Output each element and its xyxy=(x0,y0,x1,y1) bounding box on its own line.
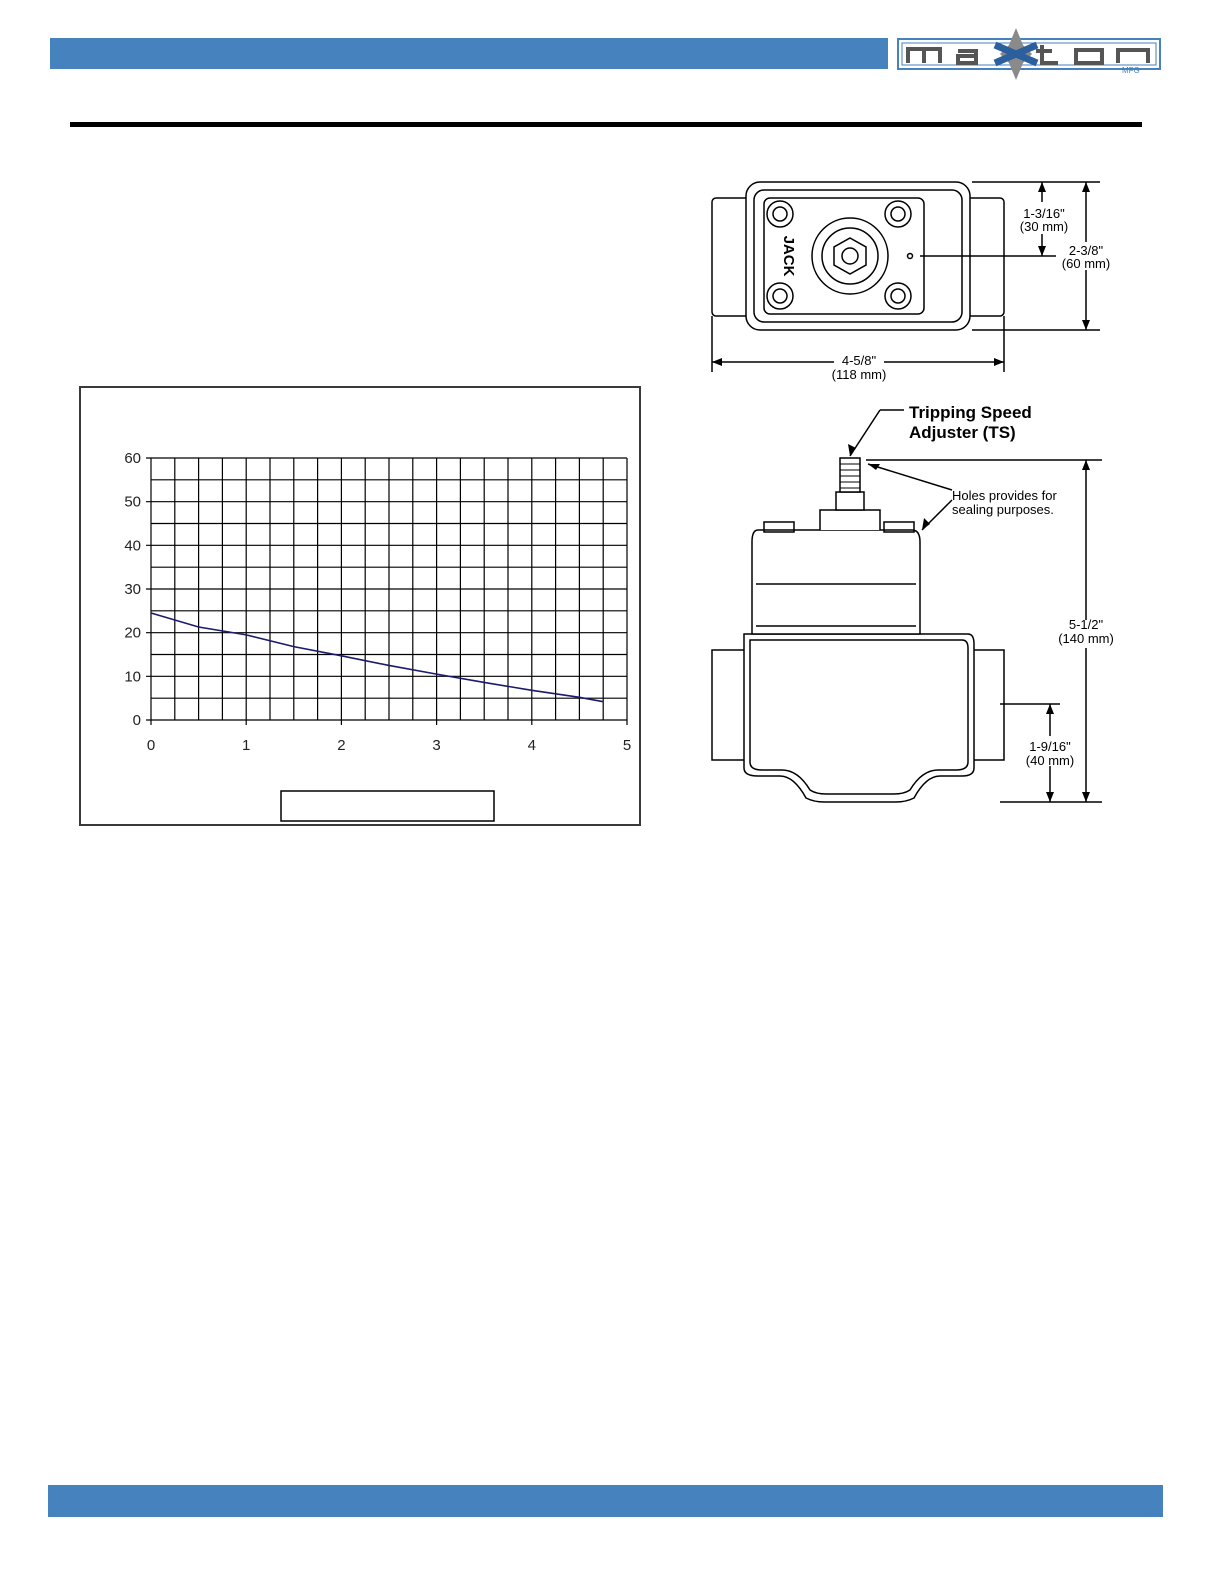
speed-chart xyxy=(79,386,641,826)
side-view-housing xyxy=(752,530,920,634)
dim-width: 4-5/8" xyxy=(841,353,877,368)
y-tick-label: 0 xyxy=(132,712,141,729)
dim-height: 2-3/8" xyxy=(1068,243,1104,258)
callout-holes-line1: Holes provides for xyxy=(952,488,1057,503)
maxton-logo xyxy=(896,25,1164,83)
dim-height-mm: (60 mm) xyxy=(1061,256,1111,271)
title-rule xyxy=(70,122,1142,127)
dim-total: 5-1/2" xyxy=(1068,617,1104,632)
callout-ts-line1: Tripping Speed xyxy=(909,403,1032,422)
y-tick-label: 50 xyxy=(124,493,141,511)
y-tick-label: 40 xyxy=(124,537,141,555)
logo-subtext: MFG xyxy=(1122,66,1140,75)
y-tick-label: 20 xyxy=(124,624,141,642)
dim-total-mm: (140 mm) xyxy=(1058,631,1114,646)
legend-box xyxy=(281,791,494,821)
callout-holes-line2: sealing purposes. xyxy=(952,502,1054,517)
y-tick-label: 10 xyxy=(124,668,141,686)
header-bar xyxy=(50,38,888,69)
speed-chart-svg xyxy=(81,388,639,824)
callout-ts-line2: Adjuster (TS) xyxy=(909,423,1016,442)
side-view-body xyxy=(744,634,974,802)
governor-drawing xyxy=(700,170,1130,810)
x-tick-label: 2 xyxy=(337,737,346,754)
dim-offset-mm: (30 mm) xyxy=(1019,219,1069,234)
dim-offset: 1-3/16" xyxy=(1023,206,1065,221)
x-tick-label: 0 xyxy=(146,737,156,754)
x-tick-label: 3 xyxy=(432,737,441,754)
series-line xyxy=(151,613,603,702)
y-tick-label: 30 xyxy=(124,581,141,598)
x-tick-label: 5 xyxy=(622,737,632,754)
dim-width-mm: (118 mm) xyxy=(831,367,887,382)
cast-label-jack: JACK xyxy=(780,235,797,277)
x-tick-label: 4 xyxy=(527,737,536,754)
footer-bar xyxy=(48,1485,1163,1517)
x-tick-label: 1 xyxy=(242,737,251,754)
dim-base: 1-9/16" xyxy=(1029,739,1071,754)
tripping-speed-adjuster xyxy=(840,458,860,492)
dim-base-mm: (40 mm) xyxy=(1025,753,1075,768)
y-tick-label: 60 xyxy=(124,450,141,467)
